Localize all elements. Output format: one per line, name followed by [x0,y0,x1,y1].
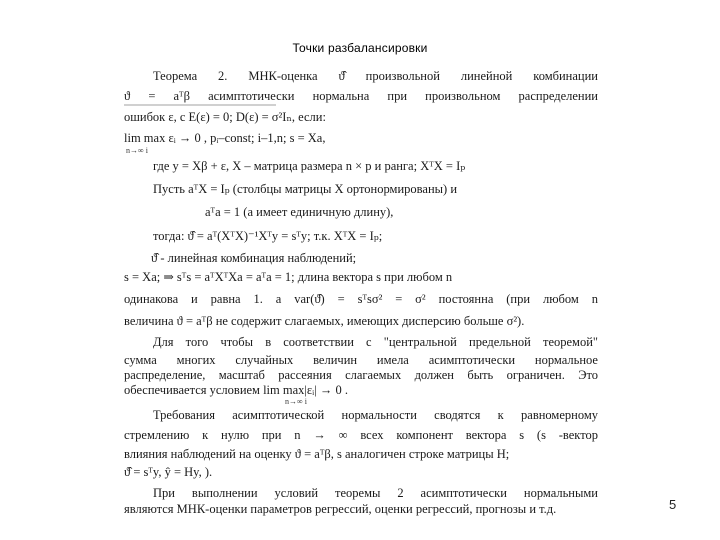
page-number: 5 [669,497,677,512]
definition-line-2: Пусть aᵀX = Iₚ (столбцы матрицы X ортонормированы) и [153,182,458,196]
requirement-line-3: влияния наблюдений на оценку ϑ = aᵀβ, s аналогичен строке матрицы H; [124,447,510,461]
theorem-line-3: ошибок ε, с E(ε) = 0; D(ε) = σ²Iₙ, если: [124,110,326,124]
derivation-line-1: s = Xa; ⇒ sᵀs = aᵀXᵀXa = aᵀa = 1; длина вектора s при любом n [124,270,453,284]
clt-line-1: Для того чтобы в соответствии с "центральной предельной теоремой" [153,335,598,349]
theorem-line-1: Теорема 2. МНК-оценка ϑ̂ произвольной линейной комбинации [153,69,598,83]
definition-line-1: где y = Xβ + ε, X – матрица размера n × p и ранга; XᵀX = Iₚ [153,159,466,173]
clt-line-3: распределение, масштаб рассеяния слагаемых должен быть ограничен. Это [124,368,598,382]
slide-title: Точки разбалансировки [292,41,428,55]
limit-subscript-1: n→∞ i [126,146,148,155]
requirement-line-4: ϑ̂ = sᵀy, ŷ = Hy, ). [124,465,213,479]
theorem-line-4: lim max εᵢ → 0 , pᵢ–const; i–1,n; s = Xa, [124,131,326,145]
definition-line-4: тогда: ϑ̂ = aᵀ(XᵀX)⁻¹Xᵀy = sᵀy; т.к. XᵀX = Iₚ; [153,229,383,243]
derivation-line-2: одинакова и равна 1. а var(ϑ̂) = sᵀsσ² = σ² постоянна (при любом n [124,292,598,306]
definition-line-3: aᵀa = 1 (a имеет единичную длину), [205,205,394,219]
clt-line-2: сумма многих случайных величин имела асимптотически нормальное [124,353,598,367]
definition-line-5: ϑ̂ - линейная комбинация наблюдений; [151,251,357,265]
formula-bracket [124,104,276,106]
requirement-line-2: стремлению к нулю при n → ∞ всех компонент вектора s (s -вектор [124,428,598,442]
conclusion-line-1: При выполнении условий теоремы 2 асимптотически нормальными [153,486,598,500]
requirement-line-1: Требования асимптотической нормальности сводятся к равномерному [153,408,598,422]
limit-subscript-2: n→∞ i [285,397,307,406]
derivation-line-3: величина ϑ = aᵀβ не содержит слагаемых, имеющих дисперсию больше σ²). [124,314,525,328]
theorem-line-2: ϑ = aᵀβ асимптотически нормальна при произвольном распределении [124,89,598,103]
clt-line-4: обеспечивается условием lim max|εᵢ| → 0 . [124,383,348,397]
conclusion-line-2: являются МНК-оценки параметров регрессий, оценки регрессий, прогнозы и т.д. [124,502,557,516]
